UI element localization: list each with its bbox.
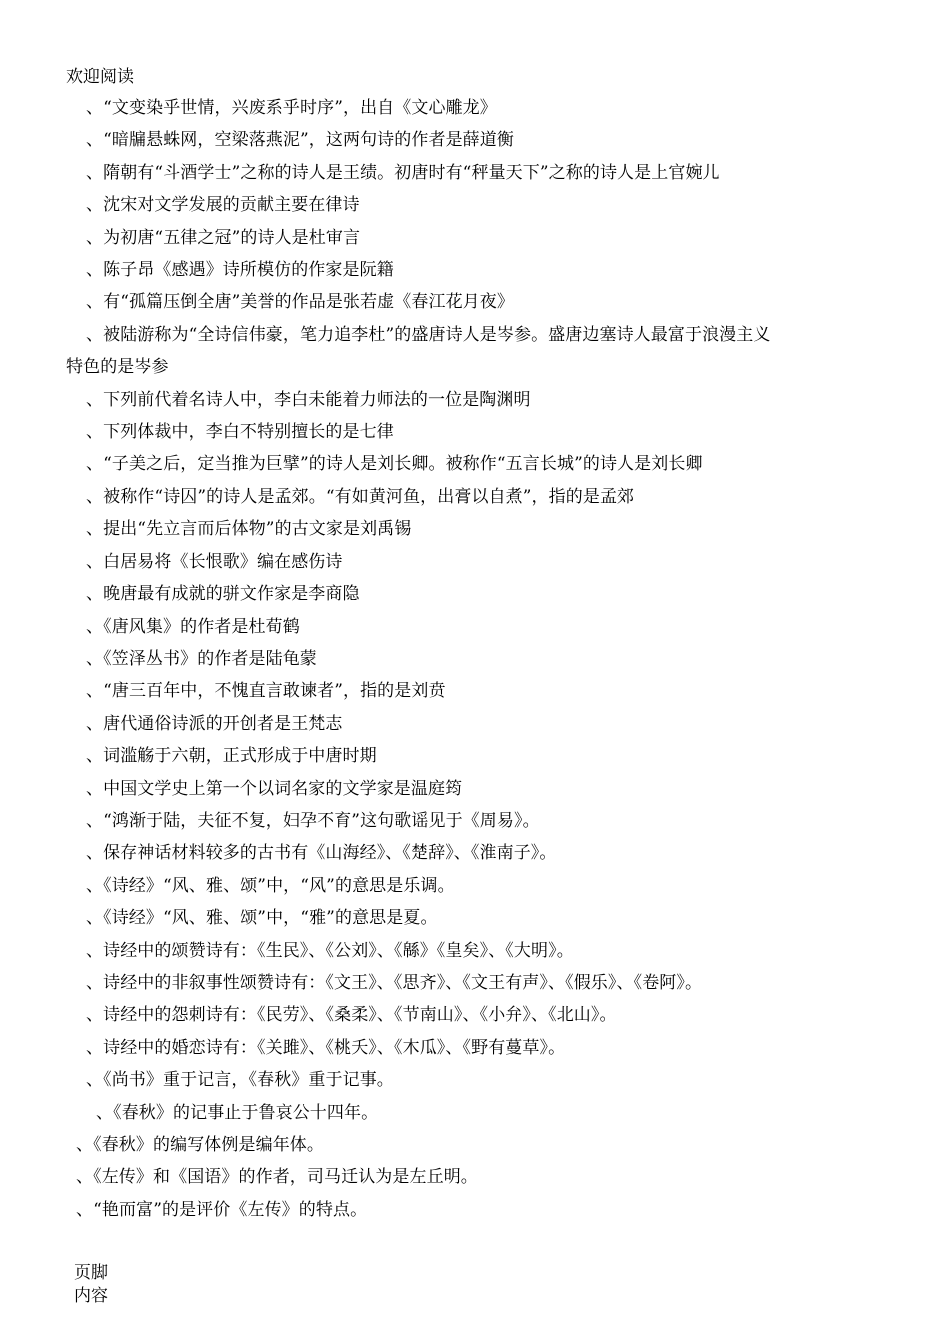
- content-list: [66, 92, 896, 1226]
- list-item-continuation: 特色的是岑参: [66, 357, 169, 378]
- list-item: 、被称作“诗囚”的诗人是孟郊。“有如黄河鱼，出膏以自煮”，指的是孟郊: [86, 486, 635, 507]
- list-item: 、《春秋》的记事止于鲁哀公十四年。: [96, 1102, 379, 1123]
- list-item: 、唐代通俗诗派的开创者是王梵志: [86, 713, 343, 734]
- list-item: 、《诗经》“风、雅、颂”中，“雅”的意思是夏。: [86, 908, 438, 929]
- list-item: 、词滥觞于六朝，正式形成于中唐时期: [86, 746, 377, 767]
- list-item: 、“唐三百年中，不愧直言敢谏者”，指的是刘贲: [86, 681, 446, 702]
- list-item: 、下列体裁中，李白不特别擅长的是七律: [86, 422, 394, 443]
- list-item: 、沈宋对文学发展的贡献主要在律诗: [86, 195, 360, 216]
- list-item: 、白居易将《长恨歌》编在感伤诗: [86, 551, 343, 572]
- page-header: 欢迎阅读: [66, 67, 134, 87]
- list-item: 、为初唐“五律之冠”的诗人是杜审言: [86, 227, 361, 248]
- list-item: 、隋朝有“斗酒学士”之称的诗人是王绩。初唐时有“秤量天下”之称的诗人是上官婉儿: [86, 162, 720, 183]
- list-item: 、提出“先立言而后体物”的古文家是刘禹锡: [86, 519, 412, 540]
- list-item: 、诗经中的怨刺诗有：《民劳》、《桑柔》、《节南山》、《小弁》、《北山》。: [86, 1005, 617, 1026]
- footer-line: 内容: [74, 1286, 108, 1306]
- list-item: 、《左传》和《国语》的作者，司马迁认为是左丘明。: [76, 1167, 478, 1188]
- list-item: 、“艳而富”的是评价《左传》的特点。: [76, 1199, 368, 1220]
- list-item: 、有“孤篇压倒全唐”美誉的作品是张若虚《春江花月夜》: [86, 292, 514, 313]
- list-item: 、“文变染乎世情，兴废系乎时序”，出自《文心雕龙》: [86, 98, 497, 118]
- list-item: 、《春秋》的编写体例是编年体。: [76, 1135, 324, 1155]
- list-item: 、中国文学史上第一个以词名家的文学家是温庭筠: [86, 778, 463, 799]
- list-item: 、《诗经》“风、雅、颂”中，“风”的意思是乐调。: [86, 875, 455, 896]
- page-footer: [74, 1262, 108, 1308]
- list-item: 、诗经中的婚恋诗有：《关雎》、《桃夭》、《木瓜》、《野有蔓草》。: [86, 1037, 566, 1058]
- list-item: 、保存神话材料较多的古书有《山海经》、《楚辞》、《淮南子》。: [86, 843, 557, 864]
- footer-line: 页脚: [74, 1263, 108, 1283]
- list-item: 、《尚书》重于记言，《春秋》重于记事。: [86, 1070, 394, 1091]
- list-item: 、被陆游称为“全诗信伟豪，笔力追李杜”的盛唐诗人是岑参。盛唐边塞诗人最富于浪漫主义: [86, 324, 771, 345]
- list-item: 、陈子昂《感遇》诗所模仿的作家是阮籍: [86, 260, 394, 281]
- list-item: 、《笠泽丛书》的作者是陆龟蒙: [86, 648, 317, 669]
- list-item: 、“暗牖悬蛛网，空梁落燕泥”，这两句诗的作者是薛道衡: [86, 130, 514, 151]
- list-item: 、诗经中的非叙事性颂赞诗有：《文王》、《思齐》、《文王有声》、《假乐》、《卷阿》。: [86, 972, 703, 993]
- list-item: 、晚唐最有成就的骈文作家是李商隐: [86, 584, 360, 605]
- list-item: 、“鸿渐于陆，夫征不复，妇孕不育”这句歌谣见于《周易》。: [86, 810, 540, 831]
- list-item: 、“子美之后，定当推为巨擘”的诗人是刘长卿。被称作“五言长城”的诗人是刘长卿: [86, 454, 703, 475]
- list-item: 、下列前代着名诗人中，李白未能着力师法的一位是陶渊明: [86, 389, 531, 410]
- list-item: 、《唐风集》的作者是杜荀鹤: [86, 616, 300, 637]
- list-item: 、诗经中的颂赞诗有：《生民》、《公刘》、《緜》《皇矣》、《大明》。: [86, 940, 574, 961]
